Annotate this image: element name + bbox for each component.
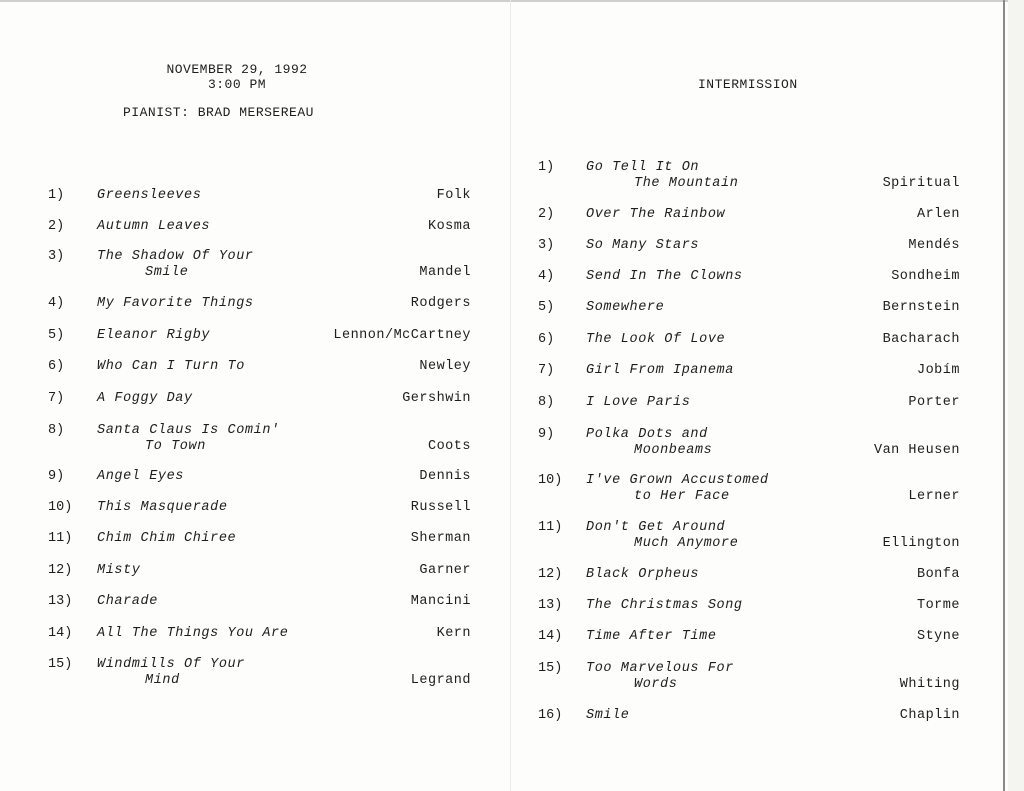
composer: Garner [419, 563, 471, 578]
item-number: 1) [538, 160, 555, 175]
song-title-line: Smile [145, 265, 189, 280]
song-title-line: The Shadow Of Your [97, 249, 254, 264]
song-title-line: This Masquerade [97, 500, 228, 515]
song-title [586, 300, 664, 316]
song-title-line: The Look Of Love [586, 332, 726, 347]
song-title [586, 520, 738, 552]
song-title-line: My Favorite Things [97, 296, 254, 311]
item-number: 4) [538, 269, 555, 284]
item-number: 2) [538, 207, 555, 222]
composer: Styne [916, 629, 960, 644]
song-title [97, 626, 288, 642]
composer: Bonfa [916, 567, 960, 582]
item-number: 6) [48, 359, 65, 374]
song-title [97, 249, 254, 281]
item-number: 3) [538, 238, 555, 253]
composer: Legrand [410, 673, 471, 688]
song-title-line: Who Can I Turn To [97, 359, 245, 374]
composer: Mancini [410, 594, 471, 609]
item-number: 15) [48, 657, 73, 672]
item-number: 13) [538, 598, 563, 613]
page-fold [510, 0, 511, 791]
song-title [586, 427, 712, 459]
composer: Dennis [419, 469, 471, 484]
song-title-line: Time After Time [586, 629, 717, 644]
song-title-line: To Town [145, 439, 206, 454]
song-title [586, 238, 699, 254]
song-title [586, 661, 734, 693]
song-title-line: Words [634, 677, 678, 692]
composer: Mendés [908, 238, 960, 253]
composer: Lerner [908, 489, 960, 504]
song-title [586, 269, 743, 285]
song-title [97, 469, 184, 485]
composer: Spiritual [882, 176, 960, 191]
concert-date: NOVEMBER 29, 1992 [166, 62, 308, 77]
song-title [97, 391, 193, 407]
song-title [97, 423, 280, 455]
composer: Rodgers [410, 296, 471, 311]
item-number: 13) [48, 594, 73, 609]
page-edge [1003, 0, 1005, 791]
song-title [586, 708, 630, 724]
song-title-line: Much Anymore [634, 536, 739, 551]
song-title [97, 563, 141, 579]
item-number: 11) [538, 520, 563, 535]
song-title-line: Girl From Ipanema [586, 363, 734, 378]
item-number: 2) [48, 219, 65, 234]
song-title-line: Eleanor Rigby [97, 328, 211, 343]
item-number: 8) [538, 395, 555, 410]
song-title-line: Santa Claus Is Comin' [97, 423, 280, 438]
item-number: 10) [538, 473, 563, 488]
item-number: 5) [538, 300, 555, 315]
song-title [97, 328, 210, 344]
song-title-line: Charade [97, 594, 158, 609]
song-title-line: I Love Paris [586, 395, 691, 410]
item-number: 14) [538, 629, 563, 644]
song-title-line: I've Grown Accustomed [586, 473, 769, 488]
song-title [97, 657, 245, 689]
song-title-line: Send In The Clowns [586, 269, 743, 284]
song-title [97, 531, 236, 547]
song-title-line: Go Tell It On [586, 160, 700, 175]
song-title-line: A Foggy Day [97, 391, 193, 406]
pianist-name: PIANIST: BRAD MERSEREAU [123, 105, 314, 120]
song-title-line: Mind [145, 673, 180, 688]
composer: Torme [916, 598, 960, 613]
composer: Porter [908, 395, 960, 410]
composer: Bernstein [882, 300, 960, 315]
song-title-line: Somewhere [586, 300, 665, 315]
song-title-line: So Many Stars [586, 238, 700, 253]
composer: Newley [419, 359, 471, 374]
song-title [586, 207, 725, 223]
composer: Kosma [427, 219, 471, 234]
composer: Ellington [882, 536, 960, 551]
item-number: 8) [48, 423, 65, 438]
page-top-edge [0, 0, 1024, 2]
song-title-line: Autumn Leaves [97, 219, 211, 234]
song-title [97, 359, 245, 375]
item-number: 12) [538, 567, 563, 582]
composer: Folk [436, 188, 471, 203]
item-number: 5) [48, 328, 65, 343]
song-title [97, 296, 254, 312]
page-margin [1008, 0, 1024, 791]
song-title-line: Polka Dots and [586, 427, 708, 442]
item-number: 1) [48, 188, 65, 203]
item-number: 9) [538, 427, 555, 442]
composer: Kern [436, 626, 471, 641]
song-title [97, 188, 201, 204]
intermission-heading: INTERMISSION [698, 77, 798, 92]
song-title [586, 598, 743, 614]
item-number: 7) [538, 363, 555, 378]
item-number: 4) [48, 296, 65, 311]
song-title [586, 473, 769, 505]
song-title-line: Greensleeves [97, 188, 202, 203]
song-title [586, 567, 699, 583]
song-title-line: Angel Eyes [97, 469, 185, 484]
song-title-line: The Christmas Song [586, 598, 743, 613]
song-title [97, 219, 210, 235]
song-title [97, 594, 158, 610]
item-number: 10) [48, 500, 73, 515]
item-number: 7) [48, 391, 65, 406]
item-number: 12) [48, 563, 73, 578]
composer: Mandel [419, 265, 471, 280]
song-title [97, 500, 228, 516]
composer: Whiting [899, 677, 960, 692]
composer: Van Heusen [873, 443, 960, 458]
item-number: 14) [48, 626, 73, 641]
song-title-line: The Mountain [634, 176, 739, 191]
song-title-line: Windmills Of Your [97, 657, 245, 672]
composer: Gershwin [402, 391, 471, 406]
song-title-line: Smile [586, 708, 630, 723]
song-title-line: to Her Face [634, 489, 730, 504]
composer: Sondheim [891, 269, 960, 284]
composer: Chaplin [899, 708, 960, 723]
song-title-line: Chim Chim Chiree [97, 531, 237, 546]
song-title-line: Misty [97, 563, 141, 578]
song-title [586, 160, 738, 192]
composer: Arlen [916, 207, 960, 222]
song-title [586, 395, 690, 411]
composer: Sherman [410, 531, 471, 546]
song-title-line: Black Orpheus [586, 567, 700, 582]
item-number: 9) [48, 469, 65, 484]
item-number: 3) [48, 249, 65, 264]
song-title-line: Over The Rainbow [586, 207, 726, 222]
composer: Bacharach [882, 332, 960, 347]
song-title-line: All The Things You Are [97, 626, 289, 641]
concert-time: 3:00 PM [207, 77, 267, 92]
song-title-line: Don't Get Around [586, 520, 726, 535]
song-title-line: Too Marvelous For [586, 661, 734, 676]
composer: Jobím [916, 363, 960, 378]
item-number: 15) [538, 661, 563, 676]
item-number: 16) [538, 708, 563, 723]
composer: Russell [410, 500, 471, 515]
composer: Coots [427, 439, 471, 454]
song-title [586, 629, 717, 645]
item-number: 6) [538, 332, 555, 347]
song-title-line: Moonbeams [634, 443, 713, 458]
composer: Lennon/McCartney [333, 328, 471, 343]
song-title [586, 332, 725, 348]
song-title [586, 363, 734, 379]
item-number: 11) [48, 531, 73, 546]
